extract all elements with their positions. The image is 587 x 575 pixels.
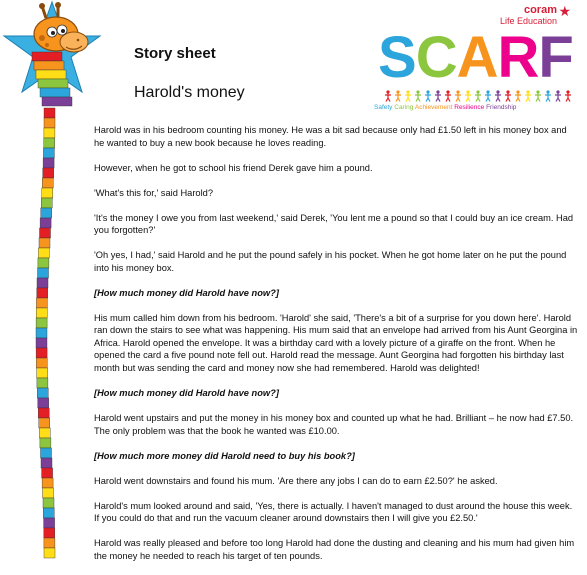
scarf-stripe	[43, 148, 54, 158]
tagline-caring: Caring	[394, 104, 414, 111]
scarf-stripe	[38, 258, 49, 268]
scarf-stripe	[36, 358, 47, 368]
person-figure-icon	[565, 90, 571, 101]
scarf-stripe	[42, 178, 53, 188]
scarf-stripe	[42, 468, 53, 478]
scarf-letter-s: S	[378, 25, 416, 90]
coram-org-sub: Life Education	[499, 16, 557, 26]
scarf-wrap-stripe	[42, 97, 72, 106]
story-question: [How much money did Harold have now?]	[94, 388, 279, 399]
scarf-stripe	[39, 238, 50, 248]
scarf-stripe	[37, 368, 48, 378]
page-title: Story sheet	[134, 45, 216, 62]
tagline-safety: Safety	[374, 104, 393, 111]
scarf-stripe	[36, 338, 47, 348]
scarf-stripe	[44, 538, 55, 548]
scarf-stripe	[37, 288, 48, 298]
scarf-stripe	[36, 348, 47, 358]
scarf-letter-c: C	[415, 25, 457, 90]
scarf-stripe	[38, 268, 49, 278]
tagline-friendship: Friendship	[486, 104, 517, 111]
scarf-stripe	[42, 478, 53, 488]
scarf-stripe	[44, 118, 55, 128]
scarf-stripe	[44, 128, 55, 138]
scarf-stripe	[40, 228, 51, 238]
scarf-stripe	[37, 378, 48, 388]
coram-star-icon: ★	[558, 3, 571, 19]
person-figure-icon	[485, 90, 491, 101]
person-figure-icon	[475, 90, 481, 101]
person-figure-icon	[445, 90, 451, 101]
scarf-stripe	[41, 448, 52, 458]
scarf-stripe	[39, 418, 50, 428]
person-figure-icon	[415, 90, 421, 101]
people-row-icon	[383, 90, 573, 102]
scarf-stripe	[36, 298, 47, 308]
scarf-stripe	[44, 518, 55, 528]
story-question: [How much more money did Harold need to buy his book?]	[94, 450, 355, 461]
scarf-letter-a: A	[456, 25, 498, 90]
scarf-stripe	[36, 318, 47, 328]
person-figure-icon	[465, 90, 471, 101]
scarf-wrap-stripe	[36, 70, 66, 79]
scarf-stripe	[38, 248, 49, 258]
scarf-stripe	[40, 438, 51, 448]
scarf-stripe	[39, 428, 50, 438]
scarf-wrap-stripe	[40, 88, 70, 97]
person-figure-icon	[395, 90, 401, 101]
person-figure-icon	[515, 90, 521, 101]
scarf-stripe	[43, 488, 54, 498]
scarf-stripe	[40, 218, 51, 228]
tagline-resilience: Resilience	[454, 104, 485, 111]
scarf-stripe	[37, 388, 48, 398]
story-title: Harold's money	[134, 84, 245, 101]
story-paragraph: Harold was really pleased and before too long Harold had done the dusting and cleaning and his mum had given him the money he needed to reach his target of ten pounds.	[94, 538, 575, 561]
person-figure-icon	[455, 90, 461, 101]
story-paragraph: Harold went downstairs and found his mum. 'Are there any jobs I can do to earn £2.50?' he asked.	[94, 475, 498, 486]
scarf-stripe	[41, 198, 52, 208]
scarf-wrap-stripe	[32, 52, 62, 61]
person-figure-icon	[495, 90, 501, 101]
person-figure-icon	[545, 90, 551, 101]
story-paragraph: His mum called him down from his bedroom. 'Harold' she said, 'There's a bit of a surprise for you down here'. Harold ran down the stairs to see what was happening. His mum said that an envelope had arrived from his Aunt Georgina in Africa. Harold opened the envelope. It was a birthday card with a lovely picture of a giraffe on the front. When he opened the card a five pound note fell out. Harold read the message. Aunt Georgina had forgotten his birthday last month but was sending the card and money now she had remembered. Harold was delighted!	[94, 312, 578, 374]
person-figure-icon	[525, 90, 531, 101]
scarf-stripe	[41, 208, 52, 218]
story-paragraph: 'What's this for,' said Harold?	[94, 187, 214, 198]
scarf-stripe	[37, 278, 48, 288]
scarf-stripe	[44, 138, 55, 148]
scarf-stripe	[43, 498, 54, 508]
scarf-stripe	[43, 158, 54, 168]
story-paragraph: However, when he got to school his friend Derek gave him a pound.	[94, 162, 373, 173]
story-paragraph: Harold was in his bedroom counting his money. He was a bit sad because only had £1.50 left in his money box and he wanted to buy a new book because he loves reading.	[94, 125, 567, 148]
scarf-letter-f: F	[538, 25, 573, 90]
scarf-stripe	[44, 548, 55, 558]
scarf-stripe	[43, 508, 54, 518]
scarf-logo	[378, 25, 573, 90]
coram-org-name: coram	[523, 4, 557, 16]
person-figure-icon	[555, 90, 561, 101]
scarf-stripe	[42, 188, 53, 198]
person-figure-icon	[535, 90, 541, 101]
person-figure-icon	[425, 90, 431, 101]
story-paragraph: 'It's the money I owe you from last weekend,' said Derek, 'You lent me a pound so that I could buy an ice cream. Had you forgotten?'	[94, 212, 574, 236]
story-question: [How much money did Harold have now?]	[94, 287, 279, 298]
scarf-stripe	[41, 458, 52, 468]
person-figure-icon	[405, 90, 411, 101]
person-figure-icon	[385, 90, 391, 101]
scarf-stripe	[44, 108, 55, 118]
scarf-stripe	[36, 328, 47, 338]
scarf-tagline	[374, 104, 516, 111]
person-figure-icon	[435, 90, 441, 101]
story-body	[94, 124, 579, 575]
scarf-wrap-stripe	[34, 61, 64, 70]
tagline-achievement: Achievement	[414, 104, 453, 111]
story-paragraph: Harold went upstairs and put the money in his money box and counted up what he had. Brilliant – he now had £7.50. The only problem was that the book he wanted was £10.00.	[94, 413, 574, 436]
scarf-stripe	[36, 308, 47, 318]
scarf-stripe	[44, 528, 55, 538]
scarf-wrap-stripe	[38, 79, 68, 88]
scarf-stripe	[43, 168, 54, 178]
story-paragraph: Harold's mum looked around and said, 'Yes, there is actually. I haven't managed to dust around the house this week. If you could do that and run the vacuum cleaner around downstairs then I will give you £2.50.'	[94, 500, 573, 524]
story-paragraph: 'Oh yes, I had,' said Harold and he put the pound safely in his pocket. When he got home later on he put the pound into his money box.	[94, 250, 567, 273]
scarf-stripe	[38, 398, 49, 408]
person-figure-icon	[505, 90, 511, 101]
scarf-stripe	[38, 408, 49, 418]
scarf-letter-r: R	[497, 25, 539, 90]
